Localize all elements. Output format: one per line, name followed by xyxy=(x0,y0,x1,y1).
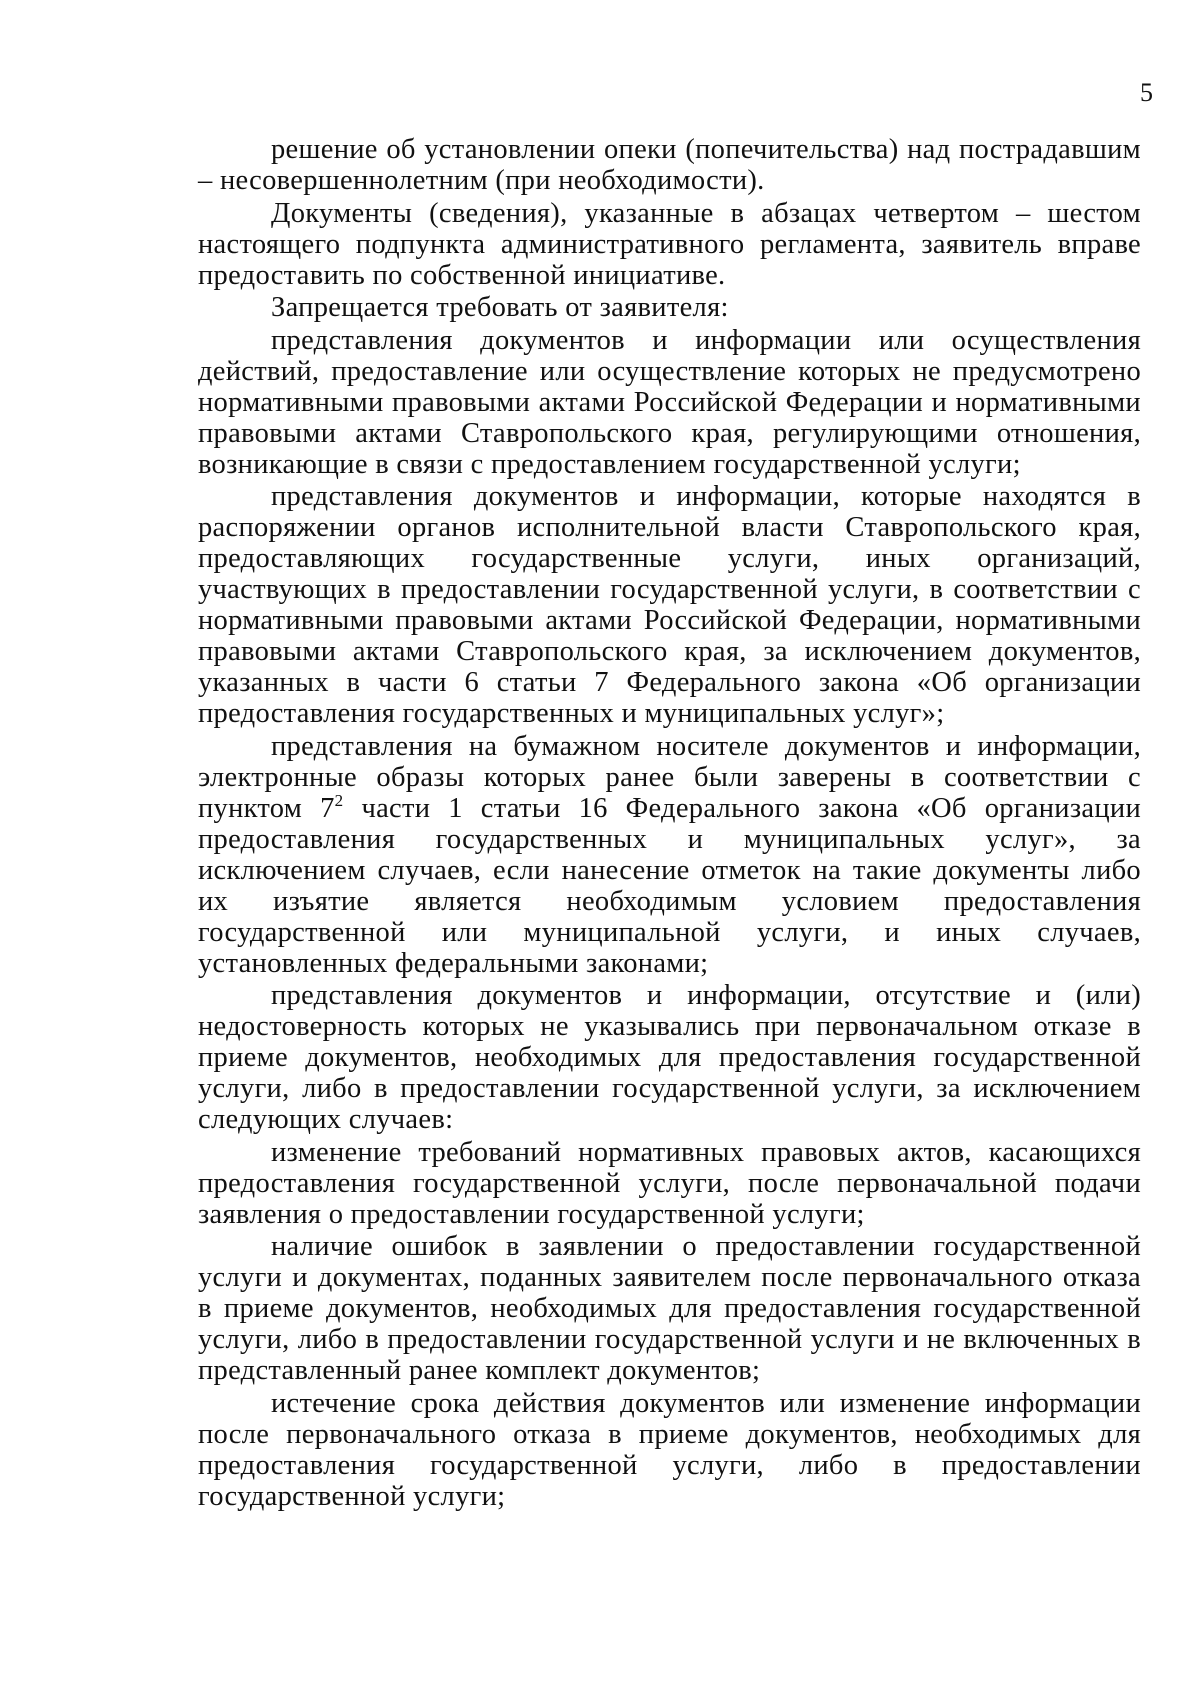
paragraph-requirements-change: изменение требований нормативных правовых актов, касающихся предоставления государственной услуги, после первоначальной подачи заявления о предоставлении государственной услуги; xyxy=(198,1136,1141,1230)
paragraph-errors-in-application: наличие ошибок в заявлении о предоставлении государственной услуги и документах, поданных заявителем после первоначального отказа в приеме документов, необходимых для предоставления государственной услуги, либо в предоставлении государственной услуги и не включенных в представленный ранее комплект документов; xyxy=(198,1231,1141,1386)
paragraph-documents-held-by-authorities: представления документов и информации, которые находятся в распоряжении органов исполнительной власти Ставропольского края, предоставляющих государственные услуги, иных организаций, участвующих в предоставлении государственной услуги, в соответствии с нормативными правовыми актами Российской Федерации, нормативными правовыми актами Ставропольского края, за исключением документов, указанных в части 6 статьи 7 Федерального закона «Об организации предоставления государственных и муниципальных услуг»; xyxy=(198,481,1141,729)
paragraph-not-indicated-at-refusal: представления документов и информации, отсутствие и (или) недостоверность которых не указывались при первоначальном отказе в приеме документов, необходимых для предоставления государственной услуги, либо в предоставлении государственной услуги, за исключением следующих случаев: xyxy=(198,980,1141,1135)
paragraph-paper-documents-end: части 1 статьи 16 Федерального закона «Об организации предоставления государственных и муниципальных услуг», за исключением случаев, если нанесение отметок на такие документы либо их изъятие является необходимым условием предоставления государственной или муниципальной услуги, и иных случаев, установленных федеральными законами; xyxy=(198,792,1142,979)
paragraph-paper-documents xyxy=(198,731,1141,979)
paragraph-guardianship-decision: решение об установлении опеки (попечительства) над пострадавшим – несовершеннолетним (при необходимости). xyxy=(198,134,1141,196)
paragraph-not-required-by-law: представления документов и информации или осуществления действий, предоставление или осуществление которых не предусмотрено нормативными правовыми актами Российской Федерации и нормативными правовыми актами Ставропольского края, регулирующими отношения, возникающие в связи с предоставлением государственной услуги; xyxy=(198,324,1141,480)
superscript-2: 2 xyxy=(334,790,344,810)
paragraph-document-expiry: истечение срока действия документов или изменение информации после первоначального отказа в приеме документов, необходимых для предоставления государственной услуги, либо в предоставлении государственной услуги; xyxy=(198,1387,1141,1512)
paragraph-prohibited-requirements: Запрещается требовать от заявителя: xyxy=(271,292,729,323)
paragraph-documents-own-initiative: Документы (сведения), указанные в абзацах четвертом – шестом настоящего подпункта административного регламента, заявитель вправе предоставить по собственной инициативе. xyxy=(198,197,1141,291)
paragraph-paper-documents-start: представления на бумажном носителе документов и информации, электронные образы которых ранее были заверены в соответствии с пунктом 7 xyxy=(198,730,1141,824)
document-body xyxy=(198,134,1141,1513)
page-number: 5 xyxy=(1140,78,1153,107)
